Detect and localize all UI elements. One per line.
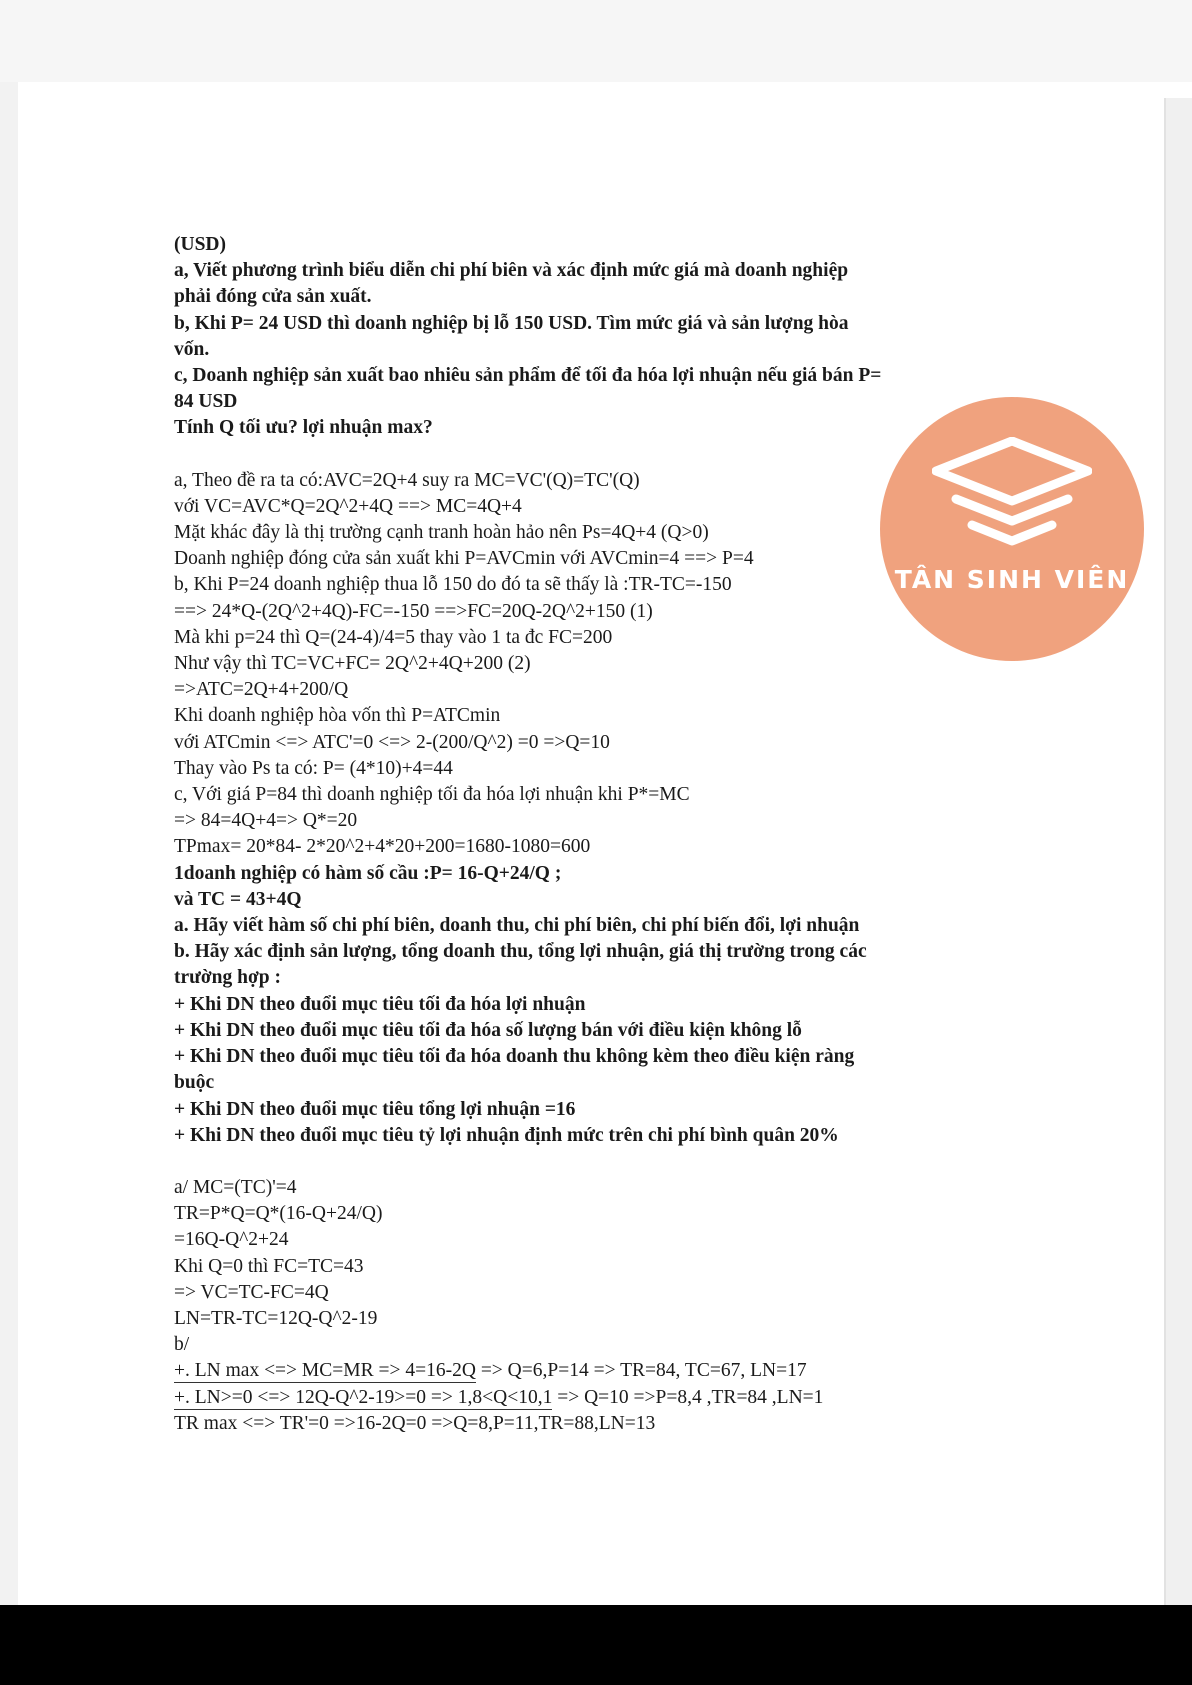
underlined-text: +. LN max <=> MC=MR => 4=16-2Q — [174, 1360, 476, 1382]
document-text — [174, 232, 1024, 1437]
text-line: Mặt khác đây là thị trường cạnh tranh hoàn hảo nên Ps=4Q+4 (Q>0) — [174, 522, 709, 544]
text-line: + Khi DN theo đuổi mục tiêu tổng lợi nhuận =16 — [174, 1098, 576, 1120]
text-line: ==> 24*Q-(2Q^2+4Q)-FC=-150 ==>FC=20Q-2Q^2+150 (1) — [174, 600, 653, 622]
tan-sinh-vien-logo — [880, 397, 1144, 661]
text-line: b, Khi P=24 doanh nghiệp thua lỗ 150 do đó ta sẽ thấy là :TR-TC=-150 — [174, 574, 732, 596]
text-line: => VC=TC-FC=4Q — [174, 1281, 329, 1303]
text-line: + Khi DN theo đuổi mục tiêu tối đa hóa doanh thu không kèm theo điều kiện ràng — [174, 1046, 855, 1068]
bottom-bar — [0, 1605, 1192, 1685]
logo-text: TÂN SINH VIÊN — [894, 565, 1130, 594]
text-line: a, Viết phương trình biểu diễn chi phí biên và xác định mức giá mà doanh nghiệp — [174, 260, 849, 282]
text-line — [174, 1358, 1024, 1384]
text-line: (USD) — [174, 234, 226, 255]
text-line: + Khi DN theo đuổi mục tiêu tỷ lợi nhuận định mức trên chi phí bình quân 20% — [174, 1124, 839, 1146]
text-line: TPmax= 20*84- 2*20^2+4*20+200=1680-1080=600 — [174, 836, 591, 858]
text-line: a/ MC=(TC)'=4 — [174, 1176, 297, 1198]
text-line: LN=TR-TC=12Q-Q^2-19 — [174, 1307, 378, 1329]
left-margin — [0, 82, 18, 1605]
text-line: buộc — [174, 1072, 215, 1094]
logo-mark-icon — [932, 437, 1092, 557]
text-line: 84 USD — [174, 391, 238, 413]
text-line: b. Hãy xác định sản lượng, tổng doanh thu, tổng lợi nhuận, giá thị trường trong các — [174, 941, 867, 963]
text-line: trường hợp : — [174, 967, 281, 989]
text-line: => 84=4Q+4=> Q*=20 — [174, 810, 358, 832]
text-line: TR=P*Q=Q*(16-Q+24/Q) — [174, 1203, 383, 1225]
text-line: Tính Q tối ưu? lợi nhuận max? — [174, 417, 433, 439]
text-line: vốn. — [174, 338, 210, 360]
text-line: 1doanh nghiệp có hàm số cầu :P= 16-Q+24/Q ; — [174, 862, 562, 884]
top-margin — [0, 0, 1192, 82]
text-line: Thay vào Ps ta có: P= (4*10)+4=44 — [174, 757, 453, 779]
text-line: Mà khi p=24 thì Q=(24-4)/4=5 thay vào 1 ta đc FC=200 — [174, 626, 613, 648]
text-line: b/ — [174, 1334, 190, 1356]
text-line: c, Doanh nghiệp sản xuất bao nhiêu sản phẩm để tối đa hóa lợi nhuận nếu giá bán P= — [174, 365, 882, 387]
text-line: phải đóng cửa sản xuất. — [174, 286, 372, 308]
text-line: và TC = 43+4Q — [174, 888, 302, 910]
text-run: => Q=6,P=14 => TR=84, TC=67, LN=17 — [475, 1360, 807, 1382]
text-line: Khi Q=0 thì FC=TC=43 — [174, 1255, 364, 1277]
text-line: a. Hãy viết hàm số chi phí biên, doanh thu, chi phí biên, chi phí biến đổi, lợi nhuận — [174, 915, 860, 937]
text-line: c, Với giá P=84 thì doanh nghiệp tối đa hóa lợi nhuận khi P*=MC — [174, 784, 690, 806]
text-line: với VC=AVC*Q=2Q^2+4Q ==> MC=4Q+4 — [174, 495, 522, 517]
text-line: + Khi DN theo đuổi mục tiêu tối đa hóa số lượng bán với điều kiện không lỗ — [174, 1019, 802, 1041]
text-line — [174, 1385, 1024, 1411]
text-line: TR max <=> TR'=0 =>16-2Q=0 =>Q=8,P=11,TR=88,LN=13 — [174, 1412, 656, 1434]
text-line: Doanh nghiệp đóng cửa sản xuất khi P=AVCmin với AVCmin=4 ==> P=4 — [174, 548, 754, 570]
right-margin — [1166, 98, 1192, 1605]
text-line: =>ATC=2Q+4+200/Q — [174, 679, 349, 701]
text-line: + Khi DN theo đuổi mục tiêu tối đa hóa lợi nhuận — [174, 993, 586, 1015]
text-line: a, Theo đề ra ta có:AVC=2Q+4 suy ra MC=VC'(Q)=TC'(Q) — [174, 469, 640, 491]
text-line: b, Khi P= 24 USD thì doanh nghiệp bị lỗ 150 USD. Tìm mức giá và sản lượng hòa — [174, 312, 849, 334]
text-line: Như vậy thì TC=VC+FC= 2Q^2+4Q+200 (2) — [174, 653, 531, 675]
page-edge — [1164, 98, 1166, 1605]
text-line: Khi doanh nghiệp hòa vốn thì P=ATCmin — [174, 705, 501, 727]
text-line: với ATCmin <=> ATC'=0 <=> 2-(200/Q^2) =0 =>Q=10 — [174, 731, 610, 753]
text-run: => Q=10 =>P=8,4 ,TR=84 ,LN=1 — [552, 1386, 824, 1408]
underlined-text: +. LN>=0 <=> 12Q-Q^2-19>=0 => 1,8<Q<10,1 — [174, 1386, 553, 1408]
text-line: =16Q-Q^2+24 — [174, 1229, 289, 1251]
blank-line — [174, 1149, 1024, 1175]
